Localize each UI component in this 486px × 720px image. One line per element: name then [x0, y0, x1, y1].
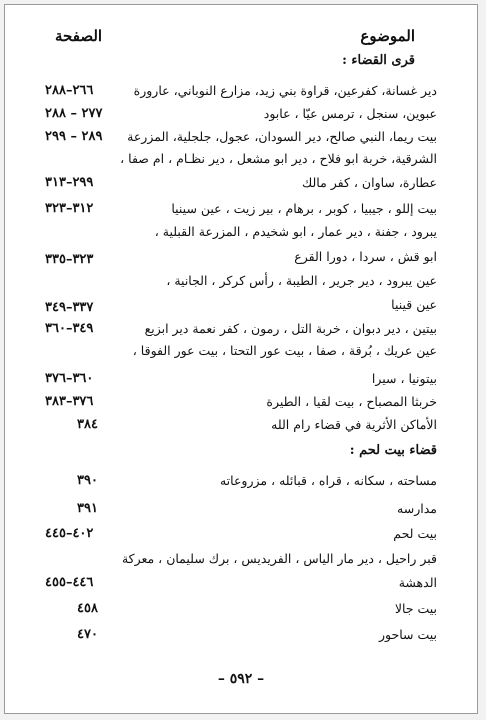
toc-page-number: ٤٤٦–٤٥٥	[45, 575, 94, 590]
toc-entry: دير غسانة، كفرعين، قراوة بني زيد، مزارع النوباني، عارورة	[133, 83, 437, 98]
section-heading-villages: قرى القضاء :	[342, 53, 415, 68]
toc-entry: قبر راحيل ، دير مار الياس ، الفريديس ، برك سليمان ، معركة	[121, 551, 437, 566]
toc-page-number: ٢٦٦–٢٨٨	[45, 83, 94, 98]
toc-page-number: ٣٢٣–٣٣٥	[45, 252, 94, 267]
toc-page-number: ٤٧٠	[77, 627, 98, 642]
toc-page-number: ٣٣٧–٣٤٩	[45, 300, 94, 315]
toc-entry: بيت جالا	[394, 601, 437, 616]
toc-page-number: ٣١٢–٣٢٣	[45, 201, 94, 216]
toc-entry: مدارسه	[397, 501, 437, 516]
topic-column-heading: الموضوع	[360, 27, 415, 45]
toc-page-number: ٣٤٩–٣٦٠	[45, 321, 94, 336]
toc-entry: الأماكن الأثرية في قضاء رام الله	[271, 417, 437, 432]
toc-entry: يبرود ، جفنة ، دير عمار ، ابو شخيدم ، المزرعة القبلية ،	[154, 224, 437, 239]
toc-entry: الدهشة	[398, 575, 437, 590]
toc-page-number: ٣٩٠	[77, 473, 98, 488]
toc-entry: بيتونيا ، سيرا	[371, 371, 437, 386]
section-heading-bethlehem: قضاء بيت لحم :	[349, 443, 437, 458]
toc-entry: عطارة، ساوان ، كفر مالك	[301, 175, 437, 190]
toc-page-number: ٣٨٤	[77, 417, 98, 432]
toc-entry: بيتين ، دير دبوان ، خربة التل ، رمون ، كفر نعمة دير ابزيع	[144, 321, 437, 336]
toc-page-number: ٢٧٧ – ٢٨٨	[45, 106, 103, 121]
toc-page-number: ٣٧٦–٣٨٣	[45, 394, 94, 409]
toc-entry: عين يبرود ، دير جرير ، الطيبة ، رأس كركر ، الجانية ،	[166, 273, 437, 288]
toc-entry: الشرقية، خربة ابو فلاح ، دير ابو مشعل ، دير نظـام ، ام صفا ،	[120, 151, 437, 166]
toc-page-number: ٢٨٩ – ٢٩٩	[45, 129, 103, 144]
toc-entry: عبوين، سنجل ، ترمس عيّا ، عابود	[263, 106, 437, 121]
document-page	[4, 4, 478, 714]
toc-entry: عين قينيا	[391, 297, 437, 312]
toc-page-number: ٤٠٢–٤٤٥	[45, 526, 94, 541]
toc-entry: عين عريك ، بُرقة ، صفا ، بيت عور التحتا ، بيت عور الفوقا ،	[132, 343, 437, 358]
page-column-heading: الصفحة	[55, 27, 103, 45]
toc-page-number: ٤٥٨	[77, 601, 98, 616]
toc-entry: ابو قش ، سردا ، دورا القرع	[294, 249, 437, 264]
toc-entry: مساحته ، سكانه ، قراه ، قبائله ، مزروعاته	[219, 473, 437, 488]
toc-entry: خربثا المصباح ، بيت لقيا ، الطيرة	[266, 394, 437, 409]
toc-entry: بيت لحم	[393, 526, 437, 541]
toc-entry: بيت ساحور	[378, 627, 437, 642]
toc-entry: بيت ريما، النبي صالح، دير السودان، عجول، جلجلية، المزرعة	[127, 129, 437, 144]
toc-page-number: ٣٦٠–٣٧٦	[45, 371, 94, 386]
page-footer-number: – ٥٩٢ –	[217, 671, 265, 687]
toc-page-number: ٢٩٩–٣١٣	[45, 175, 94, 190]
toc-entry: بيت إللو ، جيبيا ، كوبر ، برهام ، بير زيت ، عين سينيا	[171, 201, 437, 216]
toc-page-number: ٣٩١	[77, 501, 98, 516]
